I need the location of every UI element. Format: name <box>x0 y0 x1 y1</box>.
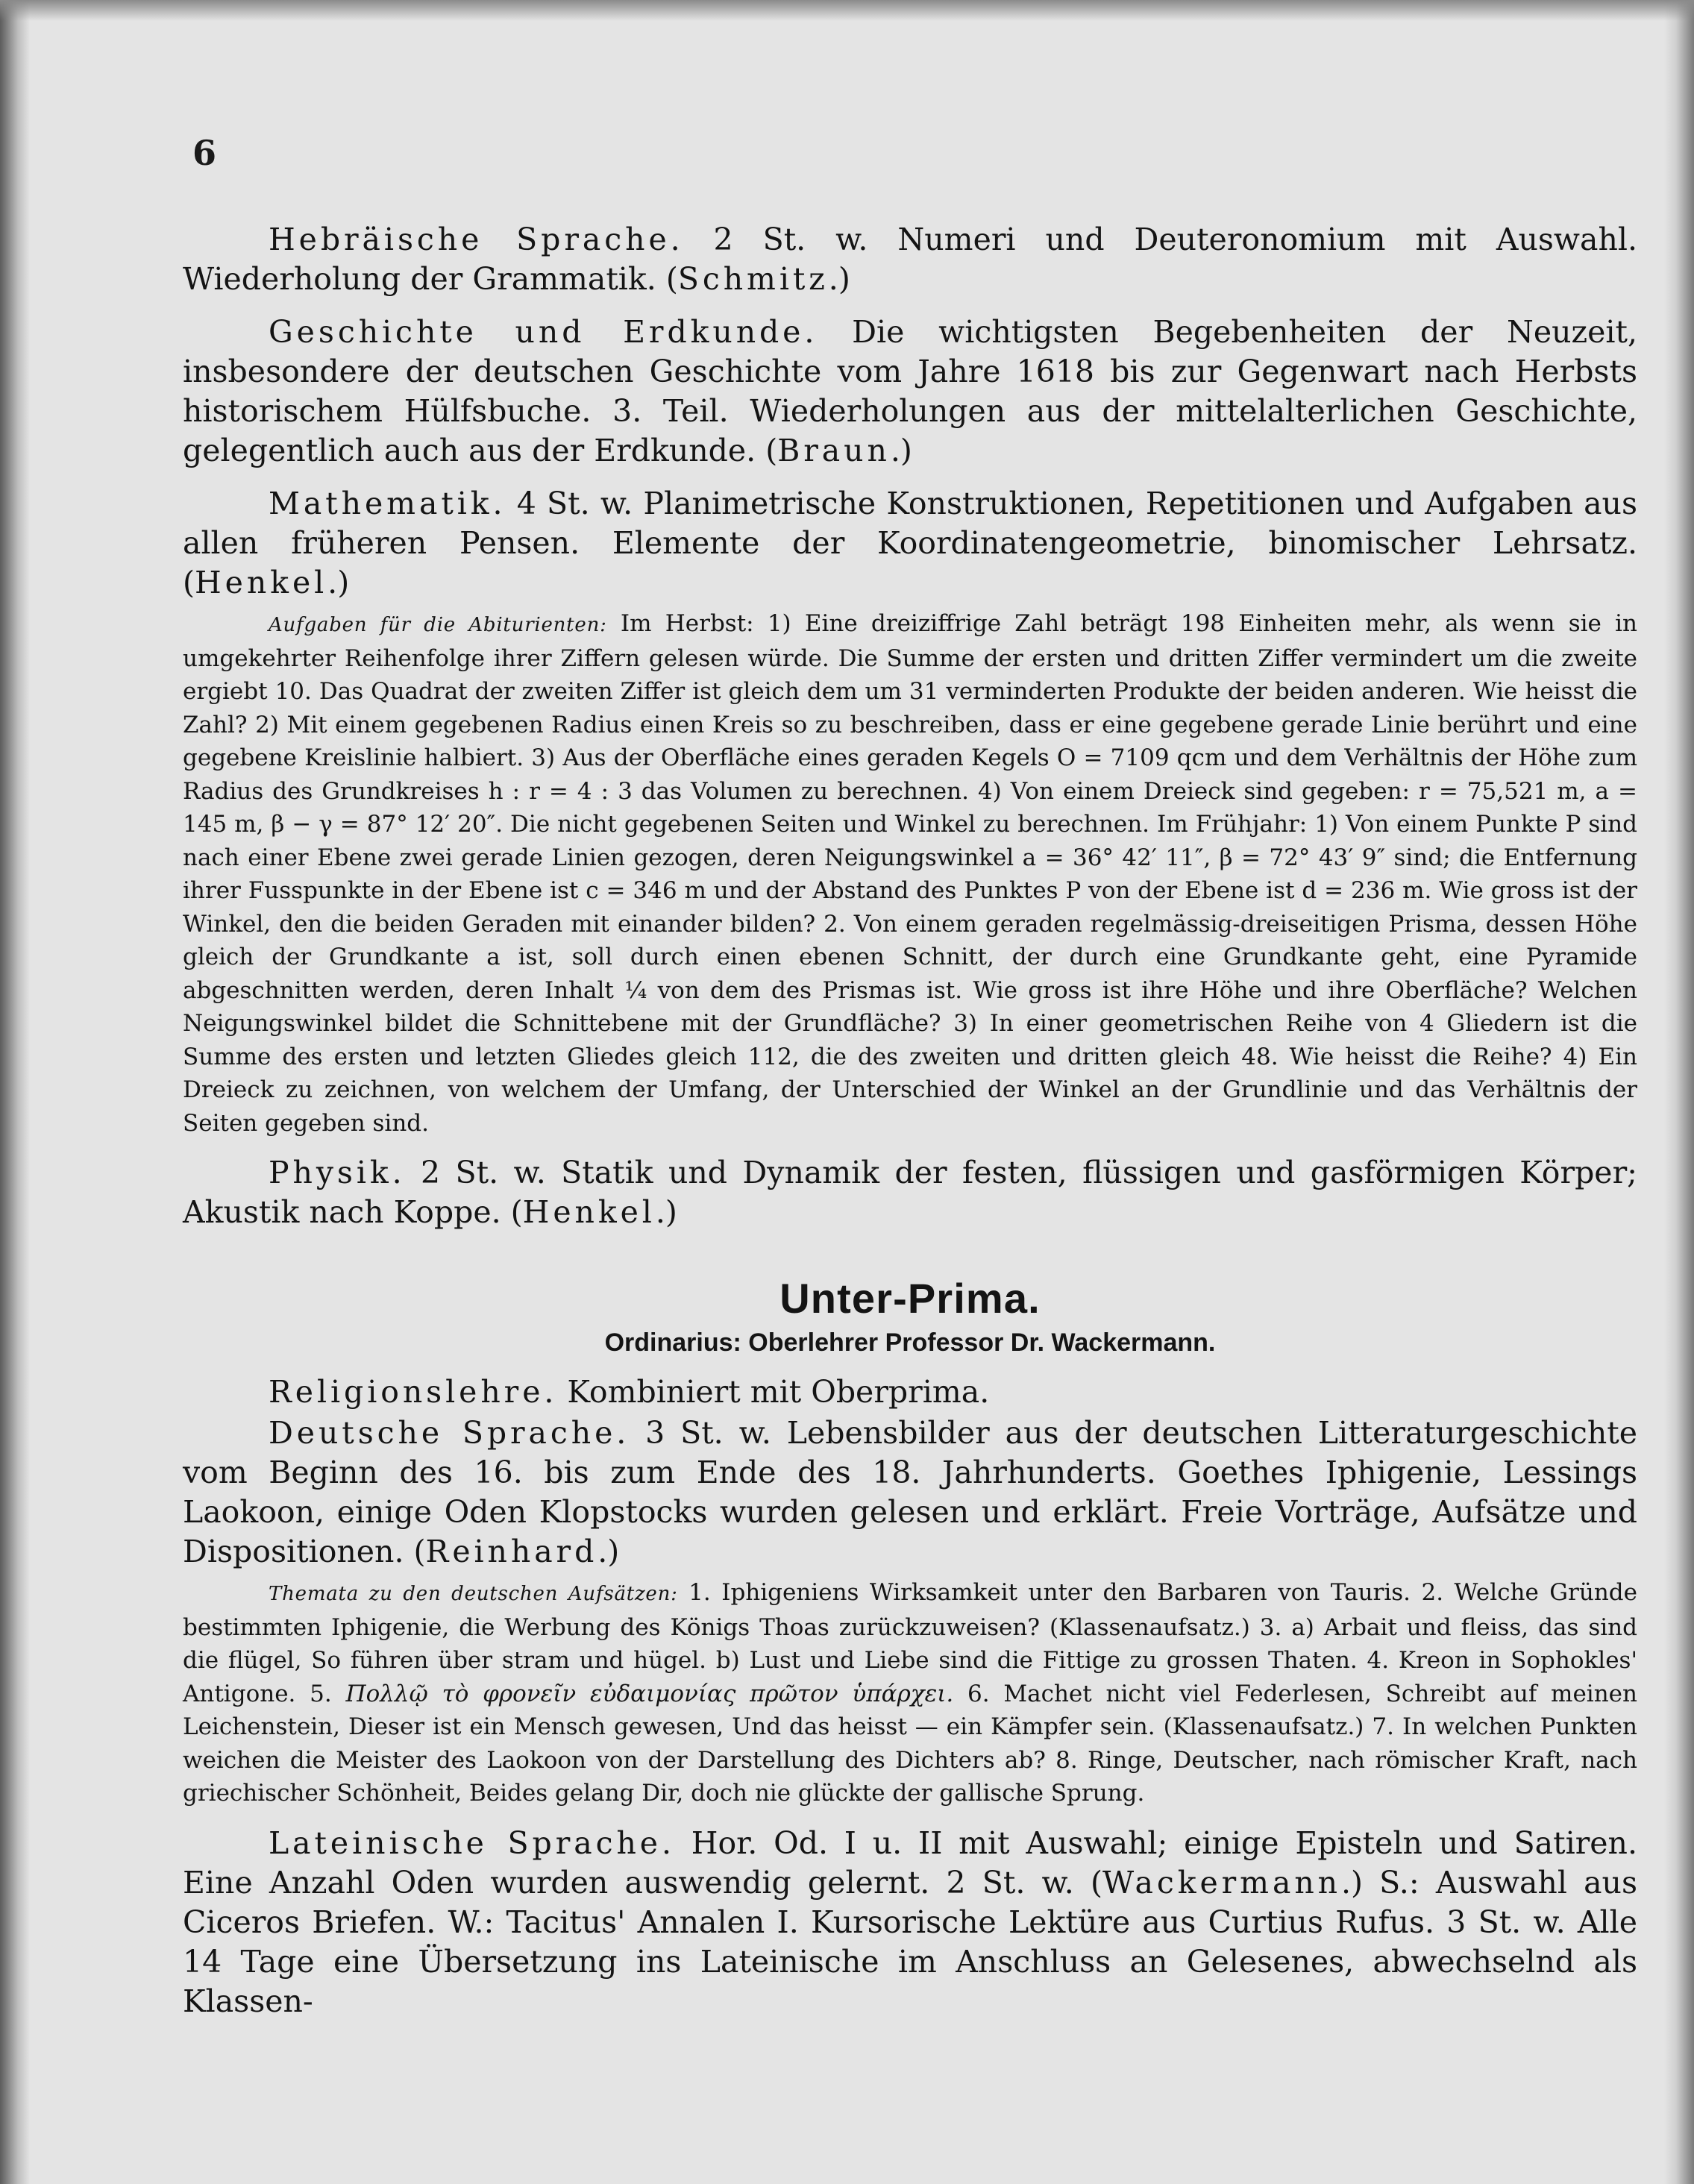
paragraph-text: 4 St. w. Planimetrische Konstruktionen, Repetitionen und Aufgaben aus allen früheren Pensen. Elemente der Koordinatengeometrie, binomischer Lehrsatz. ( <box>183 486 1637 600</box>
paragraph-end: .) <box>327 565 350 600</box>
subject-hebrew: Hebräische Sprache. <box>269 222 684 257</box>
paragraph-end: .) <box>890 433 912 468</box>
subject-latin: Lateinische Sprache. <box>269 1824 675 1861</box>
subject-history: Geschichte und Erdkunde. <box>269 314 818 350</box>
paragraph-history <box>183 313 1637 471</box>
subject-math: Mathematik. <box>269 486 506 521</box>
page-edge-left <box>0 0 30 2184</box>
teacher-name: Schmitz <box>677 261 829 297</box>
paragraph-german <box>183 1413 1637 1572</box>
math-tasks <box>183 607 1637 1140</box>
teacher-name: Reinhard <box>425 1534 598 1569</box>
paragraph-math <box>183 484 1637 603</box>
section-subtitle: Ordinarius: Oberlehrer Professor Dr. Wackermann. <box>604 1328 1216 1357</box>
paragraph-text: .) S.: Auswahl aus Ciceros Briefen. W.: Tacitus' Annalen I. Kursorische Lektüre aus Curtius Rufus. 3 St. w. Alle 14 Tage eine Übersetzung ins Lateinische im Anschluss an Gelesenes, abwechselnd als Klassen- <box>183 1864 1637 2019</box>
subject-german: Deutsche Sprache. <box>269 1415 630 1451</box>
paragraph-text: 2 St. w. Numeri und Deuteronomium mit Auswahl. Wiederholung der Grammatik. ( <box>183 222 1638 297</box>
page-edge-top <box>0 0 1694 21</box>
paragraph-religion <box>183 1372 1637 1412</box>
german-topics-text: 1. Iphigeniens Wirksamkeit unter den Barbaren von Tauris. 2. Welche Gründe bestimmten Iphigenie, die Werbung des Königs Thoas zurückzuweisen? (Klassenaufsatz.) 3. a) Arbait und fleiss, das sind die flügel, So führen über stram und hügel. b) Lust und Liebe sind die Fittige zu grossen Thaten. 4. Kreon in Sophokles' Antigone. 5. <box>183 1579 1637 1707</box>
math-tasks-text: Im Herbst: 1) Eine dreiziffrige Zahl beträgt 198 Einheiten mehr, als wenn sie in umgekehrter Reihenfolge ihrer Ziffern gelesen würde. Die Summe der ersten und dritten Ziffer vermindert um die zweite ergiebt 10. Das Quadrat der zweiten Ziffer ist gleich dem um 31 verminderten Produkte der beiden anderen. Wie heisst die Zahl? 2) Mit einem gegebenen Radius einen Kreis so zu beschreiben, dass er eine gegebene gerade Linie berührt und eine gegebene Kreislinie halbiert. 3) Aus der Oberfläche eines geraden Kegels O = 7109 qcm und dem Verhältnis der Höhe zum Radius des Grundkreises h : r = 4 : 3 das Volumen zu berechnen. 4) Von einem Dreieck sind gegeben: r = 75,521 m, a = 145 m, β − γ = 87° 12′ 20″. Die nicht gegebenen Seiten und Winkel zu berechnen. Im Frühjahr: 1) Von einem Punkte P sind nach einer Ebene zwei gerade Linien gezogen, deren Neigungswinkel a = 36° 42′ 11″, β = 72° 43′ 9″ sind; die Entfernung ihrer Fusspunkte in der Ebene ist c = 346 m und der Abstand des Punktes P von der Ebene ist d = 236 m. Wie gross ist der Winkel, den die beiden Geraden mit einander bilden? 2. Von einem geraden regelmässig-dreiseitigen Prisma, dessen Höhe gleich der Grundkante a ist, soll durch einen ebenen Schnitt, der durch eine Grundkante geht, eine Pyramide abgeschnitten werden, deren Inhalt ¼ von dem des Prismas ist. Wie gross ist ihre Höhe und ihre Oberfläche? Welchen Neigungswinkel bildet die Schnittebene mit der Grundfläche? 3) In einer geometrischen Reihe von 4 Gliedern ist die Summe des ersten und letzten Gliedes gleich 112, die des zweiten und dritten gleich 48. Wie heisst die Reihe? 4) Ein Dreieck zu zeichnen, von welchem der Umfang, der Unterschied der Winkel an der Grundlinie und das Verhältnis der Seiten gegeben sind. <box>183 610 1637 1137</box>
teacher-name: Henkel <box>522 1194 656 1230</box>
math-tasks-label: Aufgaben für die Abiturienten: <box>269 614 607 636</box>
paragraph-hebrew <box>183 220 1637 299</box>
german-topics-text: 6. Machet nicht viel Federlesen, Schreibt auf meinen Leichenstein, Dieser ist ein Mensch gewesen, Und das heisst — ein Kämpfer sein. (Klassenaufsatz.) 7. In welchen Punkten weichen die Meister des Laokoon von der Darstellung des Dichters ab? 8. Ringe, Deutscher, nach römischer Kraft, nach griechischer Schönheit, Beides gelang Dir, doch nie glückte der gallische Sprung. <box>183 1680 1637 1807</box>
teacher-name: Henkel <box>195 565 328 600</box>
teacher-name: Wackermann <box>1102 1864 1341 1901</box>
page-content <box>183 220 1637 2035</box>
paragraph-end: .) <box>655 1194 677 1230</box>
teacher-name: Braun <box>777 433 891 468</box>
paragraph-text: Hor. Od. I u. II mit Auswahl; einige Episteln und Satiren. Eine Anzahl Oden wurden auswendig gelernt. 2 St. w. ( <box>183 1824 1637 1901</box>
paragraph-text: Die wichtigsten Begebenheiten der Neuzeit, insbesondere der deutschen Geschichte vom Jahre 1618 bis zur Gegenwart nach Herbsts historischem Hülfsbuche. 3. Teil. Wiederholungen aus der mittelalterlichen Geschichte, gelegentlich auch aus der Erdkunde. ( <box>183 314 1637 468</box>
greek-quote: Πολλῷ τὸ φρονεῖν εὐδαιμονίας πρῶτον ὑπάρχει. <box>345 1680 954 1707</box>
paragraph-text: 3 St. w. Lebensbilder aus der deutschen Litteraturgeschichte vom Beginn des 16. bis zum Ende des 18. Jahrhunderts. Goethes Iphigenie, Lessings Laokoon, einige Oden Klopstocks wurden gelesen und erklärt. Freie Vorträge, Aufsätze und Dispositionen. ( <box>183 1415 1638 1569</box>
german-topics <box>183 1576 1637 1810</box>
paragraph-text: 2 St. w. Statik und Dynamik der festen, flüssigen und gasförmigen Körper; Akustik nach Koppe. ( <box>183 1155 1637 1230</box>
german-topics-label: Themata zu den deutschen Aufsätzen: <box>269 1583 678 1605</box>
page-edge-right <box>1664 0 1694 2184</box>
subject-religion: Religionslehre. <box>269 1374 558 1410</box>
paragraph-physics <box>183 1153 1637 1232</box>
section-title: Unter-Prima. <box>779 1275 1041 1322</box>
paragraph-end: .) <box>597 1534 620 1569</box>
page-number: 6 <box>192 133 217 173</box>
paragraph-end: .) <box>828 261 850 297</box>
paragraph-text: Kombiniert mit Oberprima. <box>557 1374 990 1410</box>
paragraph-latin <box>183 1824 1637 2021</box>
subject-physics: Physik. <box>269 1155 406 1190</box>
